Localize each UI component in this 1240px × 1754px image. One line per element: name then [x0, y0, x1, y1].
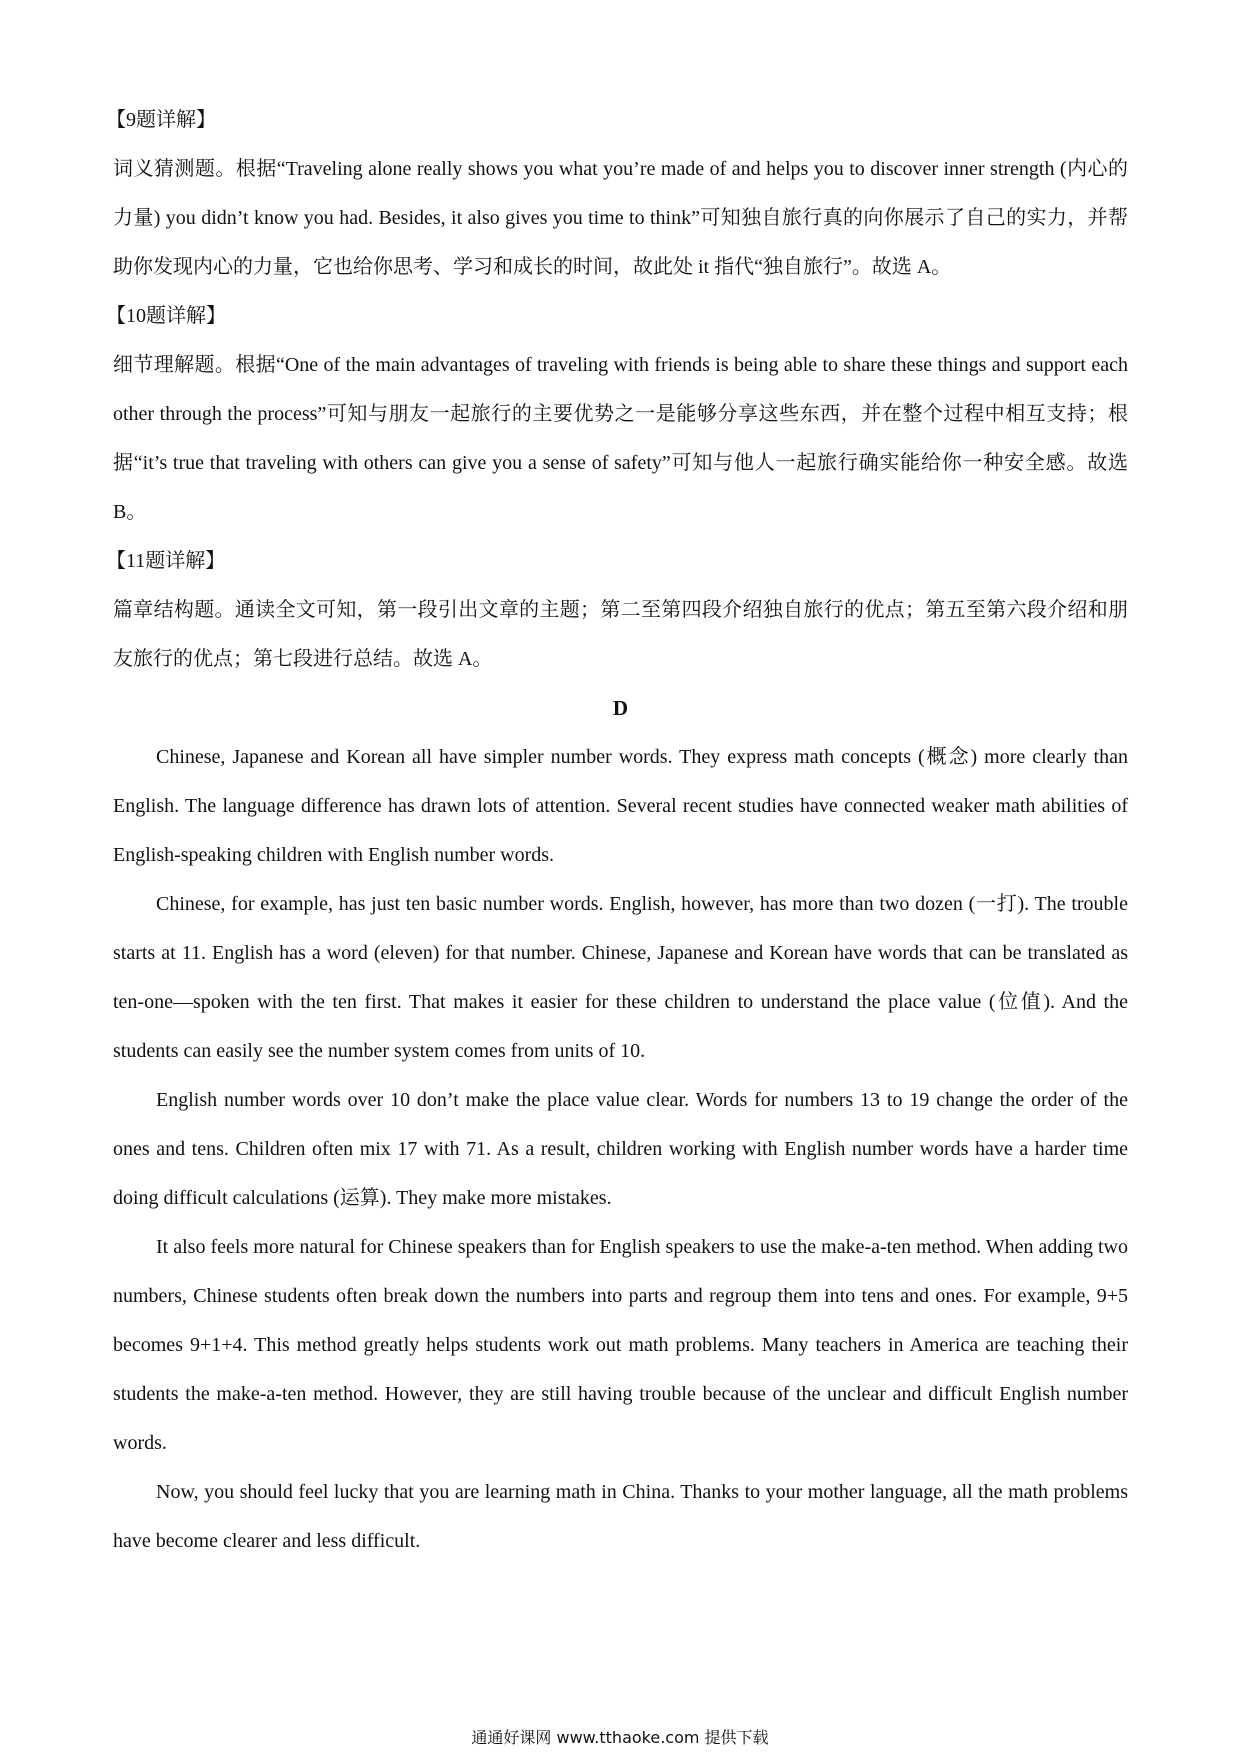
answer-section-11 — [106, 537, 1128, 684]
section-body: 词义猜测题。根据“Traveling alone really shows you what you’re made of and helps you to discover inner strength (内心的力量) you didn’t know you had. Besides, it also gives you time to think”可知独自旅行真的向你展示了自己的实力，并帮助你发现内心的力量，它也给你思考、学习和成长的时间，故此处 it 指代“独自旅行”。故选 A。 — [113, 158, 1128, 278]
passage-paragraph: English number words over 10 don’t make the place value clear. Words for numbers 13 to 19 change the order of the ones and tens. Children often mix 17 with 71. As a result, children working with English number words have a harder time doing difficult calculations (运算). They make more mistakes. — [113, 1089, 1128, 1209]
page-footer: 通通好课网 www.tthaoke.com 提供下载 — [471, 1728, 769, 1747]
passage-paragraph: Chinese, for example, has just ten basic number words. English, however, has more than two dozen (一打). The trouble starts at 11. English has a word (eleven) for that number. Chinese, Japanese and Korean have words that can be translated as ten-one—spoken with the ten first. That makes it easier for these children to understand the place value (位值). And the students can easily see the number system comes from units of 10. — [113, 893, 1128, 1062]
reading-passage — [113, 684, 1128, 1566]
page-content — [106, 96, 1128, 1566]
answer-section-10 — [106, 292, 1128, 537]
answer-section-9 — [106, 96, 1128, 292]
passage-paragraph: It also feels more natural for Chinese speakers than for English speakers to use the make-a-ten method. When adding two numbers, Chinese students often break down the numbers into parts and regroup them into tens and ones. For example, 9+5 becomes 9+1+4. This method greatly helps students work out math problems. Many teachers in America are teaching their students the make-a-ten method. However, they are still having trouble because of the unclear and difficult English number words. — [113, 1236, 1128, 1454]
passage-paragraph: Chinese, Japanese and Korean all have simpler number words. They express math concepts (概念) more clearly than English. The language difference has drawn lots of attention. Several recent studies have connected weaker math abilities of English-speaking children with English number words. — [113, 746, 1128, 866]
section-heading: 【10题详解】 — [106, 305, 226, 327]
section-heading: 【9题详解】 — [106, 109, 216, 131]
passage-title: D — [612, 696, 629, 720]
section-body: 篇章结构题。通读全文可知，第一段引出文章的主题；第二至第四段介绍独自旅行的优点；第五至第六段介绍和朋友旅行的优点；第七段进行总结。故选 A。 — [113, 599, 1128, 670]
section-heading: 【11题详解】 — [106, 550, 226, 572]
passage-paragraph: Now, you should feel lucky that you are learning math in China. Thanks to your mother language, all the math problems have become clearer and less difficult. — [113, 1481, 1128, 1552]
section-body: 细节理解题。根据“One of the main advantages of traveling with friends is being able to share these things and support each other through the process”可知与朋友一起旅行的主要优势之一是能够分享这些东西，并在整个过程中相互支持；根据“it’s true that traveling with others can give you a sense of safety”可知与他人一起旅行确实能给你一种安全感。故选 B。 — [113, 354, 1128, 523]
